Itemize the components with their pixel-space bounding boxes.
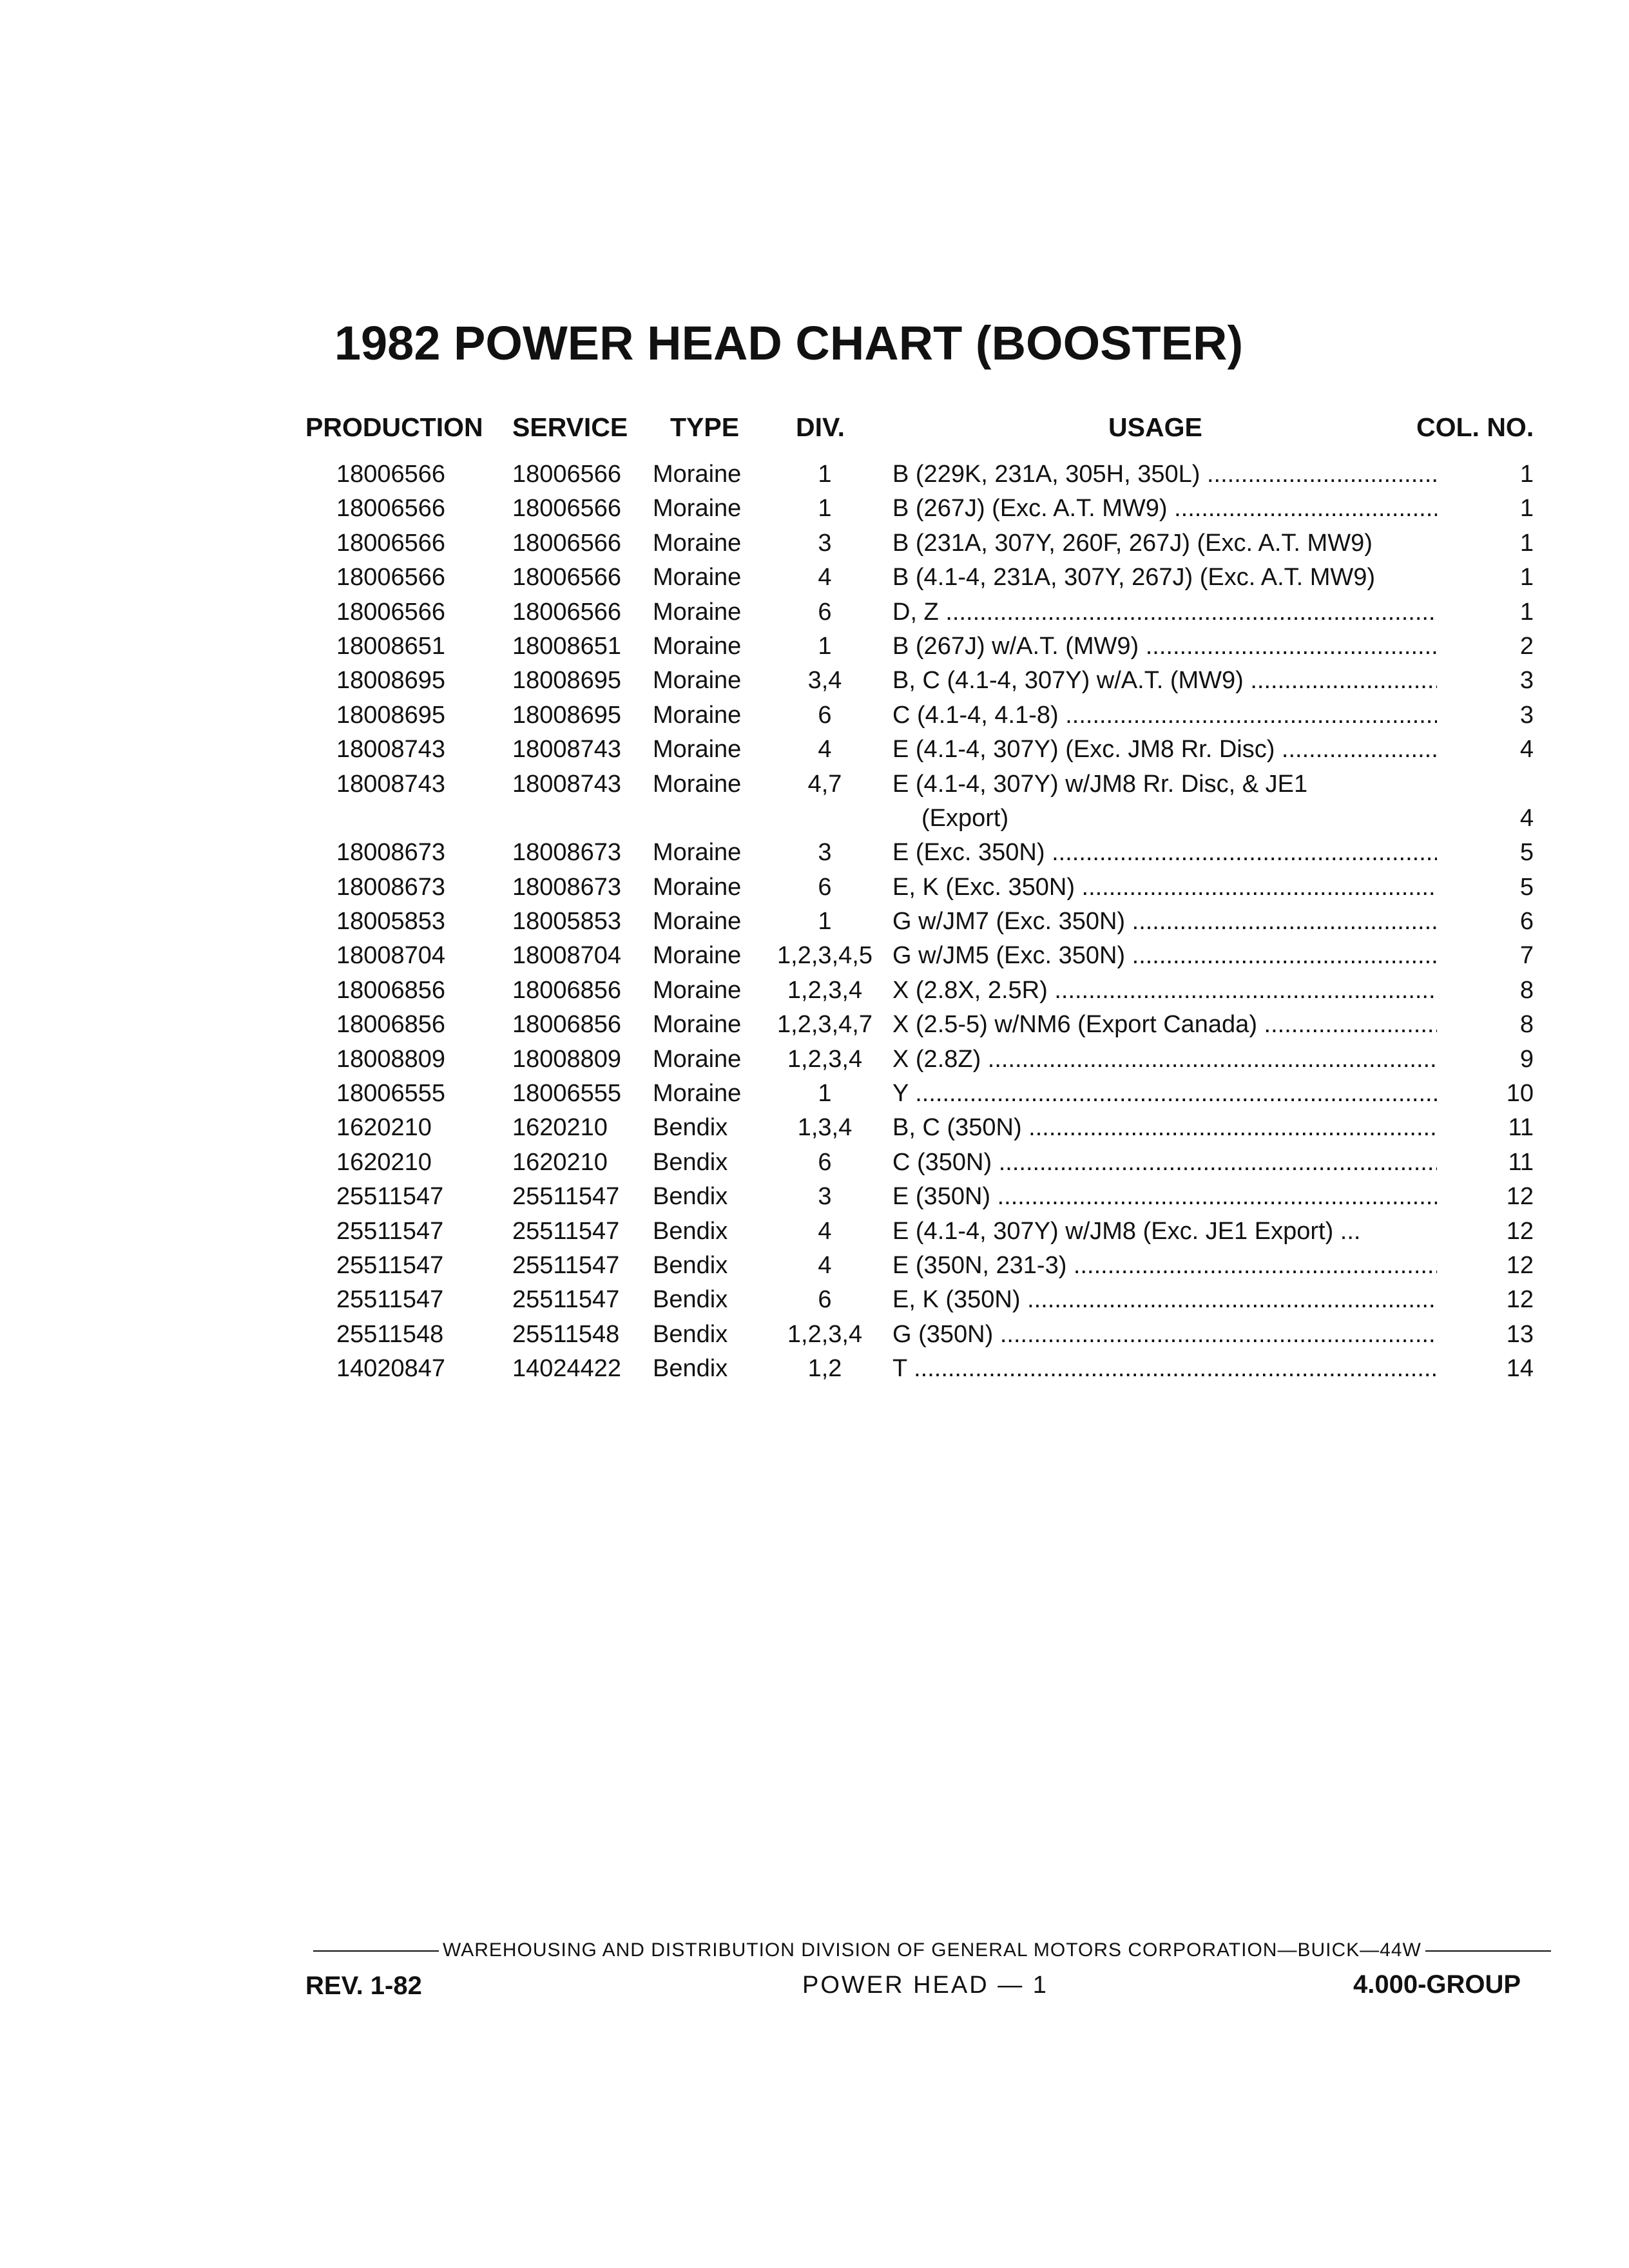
col-no-cell: 4: [1519, 804, 1534, 832]
div-cell: 1,2,3,4: [787, 1320, 863, 1348]
type-cell: Moraine: [653, 461, 742, 488]
type-cell: Moraine: [653, 564, 742, 591]
footer-group-number: 4.000-GROUP: [1353, 1970, 1521, 1999]
production-cell: 14020847: [336, 1355, 446, 1383]
usage-cell: [892, 767, 1437, 836]
col-no-cell: 12: [1506, 1252, 1534, 1279]
table-row: [0, 492, 1629, 526]
service-cell: 18008695: [512, 701, 622, 729]
production-cell: 18006566: [336, 529, 446, 557]
type-cell: Moraine: [653, 873, 742, 901]
usage-cell: [892, 1283, 1437, 1317]
div-cell: 1: [818, 908, 832, 936]
usage-text: C (350N) .....: [892, 1149, 1437, 1176]
production-cell: 18008743: [336, 736, 446, 764]
type-cell: Bendix: [653, 1114, 728, 1142]
div-cell: 4,7: [807, 770, 842, 798]
div-cell: 3: [818, 839, 832, 867]
col-no-cell: 3: [1519, 701, 1534, 729]
production-cell: 18005853: [336, 908, 446, 936]
production-cell: 18008651: [336, 632, 446, 660]
type-cell: Bendix: [653, 1148, 728, 1176]
col-no-cell: 5: [1519, 839, 1534, 867]
table-row: [0, 561, 1629, 595]
service-cell: 25511547: [512, 1183, 620, 1211]
table-row: [0, 595, 1629, 629]
production-cell: 18008743: [336, 770, 446, 798]
col-no-cell: 11: [1508, 1148, 1534, 1176]
type-cell: Moraine: [653, 942, 742, 970]
usage-cell: [892, 698, 1437, 733]
table-row: [0, 836, 1629, 870]
footer-rule-right: [1425, 1950, 1551, 1952]
table-row: [0, 1043, 1629, 1077]
production-cell: 25511548: [336, 1320, 444, 1348]
div-cell: 6: [818, 1286, 832, 1314]
usage-text: G w/JM7 (Exc. 350N) .....: [892, 908, 1437, 935]
usage-cell: [892, 561, 1437, 595]
type-cell: Bendix: [653, 1183, 728, 1211]
header-col-no: COL. NO.: [1416, 412, 1534, 442]
production-cell: 25511547: [336, 1286, 444, 1314]
div-cell: 3: [818, 529, 832, 557]
production-cell: 25511547: [336, 1217, 444, 1245]
div-cell: 6: [818, 701, 832, 729]
header-production: PRODUCTION: [305, 412, 483, 442]
usage-cell: [892, 1077, 1437, 1111]
div-cell: 6: [818, 598, 832, 626]
type-cell: Bendix: [653, 1320, 728, 1348]
col-no-cell: 7: [1519, 942, 1534, 970]
production-cell: 18008809: [336, 1045, 446, 1073]
type-cell: Moraine: [653, 770, 742, 798]
service-cell: 18008651: [512, 632, 622, 660]
table-row: [0, 1077, 1629, 1111]
usage-cell: [892, 457, 1437, 492]
footer-division-line: [309, 1939, 1540, 1961]
production-cell: 25511547: [336, 1183, 444, 1211]
production-cell: 18006566: [336, 598, 446, 626]
production-cell: 18008695: [336, 701, 446, 729]
div-cell: 3: [818, 1183, 832, 1211]
table-row: [0, 457, 1629, 492]
production-cell: 18006566: [336, 564, 446, 591]
div-cell: 6: [818, 1148, 832, 1176]
page-title: 1982 POWER HEAD CHART (BOOSTER): [334, 316, 1244, 370]
usage-cell: [892, 1215, 1437, 1249]
div-cell: 1: [818, 495, 832, 523]
type-cell: Moraine: [653, 1080, 742, 1108]
table-row: [0, 767, 1629, 836]
table-row: [0, 664, 1629, 698]
usage-continuation-text: (Export): [921, 804, 1009, 832]
div-cell: 4: [818, 736, 832, 764]
footer-page-label: POWER HEAD — 1: [802, 1972, 1048, 1999]
service-cell: 1620210: [512, 1114, 608, 1142]
usage-text: X (2.8X, 2.5R) .....: [892, 977, 1437, 1004]
col-no-cell: 1: [1519, 598, 1534, 626]
usage-text: X (2.5-5) w/NM6 (Export Canada) .....: [892, 1011, 1437, 1038]
col-no-cell: 8: [1519, 1011, 1534, 1039]
service-cell: 18006566: [512, 461, 622, 488]
table-row: [0, 1180, 1629, 1214]
type-cell: Moraine: [653, 701, 742, 729]
col-no-cell: 10: [1506, 1080, 1534, 1108]
production-cell: 18008673: [336, 839, 446, 867]
production-cell: 18008673: [336, 873, 446, 901]
production-cell: 18006566: [336, 461, 446, 488]
col-no-cell: 9: [1519, 1045, 1534, 1073]
table-row: [0, 526, 1629, 561]
usage-text: B (231A, 307Y, 260F, 267J) (Exc. A.T. MW9): [892, 529, 1373, 557]
div-cell: 1,2,3,4: [787, 976, 863, 1004]
service-cell: 18008704: [512, 942, 622, 970]
col-no-cell: 8: [1519, 976, 1534, 1004]
usage-text: E (4.1-4, 307Y) w/JM8 Rr. Disc, & JE1: [892, 770, 1308, 798]
table-row: [0, 698, 1629, 733]
type-cell: Moraine: [653, 976, 742, 1004]
service-cell: 18006555: [512, 1080, 622, 1108]
col-no-cell: 11: [1508, 1114, 1534, 1142]
div-cell: 1,2,3,4,5: [777, 942, 872, 970]
usage-text: E (350N) .....: [892, 1183, 1437, 1210]
div-cell: 1: [818, 461, 832, 488]
usage-cell: [892, 1318, 1437, 1352]
usage-cell: [892, 974, 1437, 1008]
production-cell: 25511547: [336, 1252, 444, 1279]
div-cell: 1: [818, 632, 832, 660]
type-cell: Moraine: [653, 598, 742, 626]
table-row: [0, 1008, 1629, 1042]
table-row: [0, 939, 1629, 973]
usage-cell: [892, 836, 1437, 870]
table-row: [0, 1146, 1629, 1180]
col-no-cell: 3: [1519, 667, 1534, 695]
usage-text: E, K (Exc. 350N) .....: [892, 874, 1437, 901]
usage-text: B (4.1-4, 231A, 307Y, 267J) (Exc. A.T. MW9): [892, 564, 1376, 591]
div-cell: 4: [818, 1252, 832, 1279]
table-row: [0, 974, 1629, 1008]
table-row: [0, 629, 1629, 664]
table-row: [0, 1318, 1629, 1352]
usage-text: G (350N) .....: [892, 1321, 1437, 1348]
col-no-cell: 4: [1519, 736, 1534, 764]
header-service: SERVICE: [512, 412, 628, 442]
usage-cell: [892, 664, 1437, 698]
table-row: [0, 905, 1629, 939]
service-cell: 25511547: [512, 1217, 620, 1245]
type-cell: Moraine: [653, 1045, 742, 1073]
type-cell: Moraine: [653, 667, 742, 695]
table-row: [0, 1111, 1629, 1145]
usage-text: B, C (350N) .....: [892, 1114, 1437, 1141]
service-cell: 18008673: [512, 839, 622, 867]
header-usage: USAGE: [1108, 412, 1202, 442]
usage-text: X (2.8Z) .....: [892, 1046, 1437, 1073]
col-no-cell: 1: [1519, 564, 1534, 591]
div-cell: 1,2,3,4,7: [777, 1011, 872, 1039]
service-cell: 18008809: [512, 1045, 622, 1073]
production-cell: 18006856: [336, 976, 446, 1004]
service-cell: 18006566: [512, 598, 622, 626]
service-cell: 18006566: [512, 495, 622, 523]
usage-text: E (4.1-4, 307Y) (Exc. JM8 Rr. Disc) .....: [892, 736, 1437, 763]
service-cell: 25511548: [512, 1320, 620, 1348]
col-no-cell: 12: [1506, 1217, 1534, 1245]
type-cell: Bendix: [653, 1217, 728, 1245]
type-cell: Bendix: [653, 1355, 728, 1383]
usage-text: E, K (350N) .....: [892, 1286, 1437, 1313]
service-cell: 18006566: [512, 529, 622, 557]
production-cell: 18006566: [336, 495, 446, 523]
service-cell: 18008695: [512, 667, 622, 695]
col-no-cell: 13: [1506, 1320, 1534, 1348]
production-cell: 18006856: [336, 1011, 446, 1039]
usage-text: B (229K, 231A, 305H, 350L) .....: [892, 461, 1437, 488]
table-row: [0, 1215, 1629, 1249]
usage-cell: [892, 905, 1437, 939]
usage-cell: [892, 526, 1437, 561]
usage-text: B, C (4.1-4, 307Y) w/A.T. (MW9) .....: [892, 667, 1437, 694]
div-cell: 1: [818, 1080, 832, 1108]
usage-cell: [892, 1111, 1437, 1145]
footer-revision: REV. 1-82: [305, 1972, 422, 2000]
service-cell: 18008673: [512, 873, 622, 901]
header-div: DIV.: [796, 412, 845, 442]
service-cell: 18006856: [512, 976, 622, 1004]
usage-text: T .....: [892, 1355, 1437, 1382]
parts-table: [0, 457, 1629, 1387]
table-row: [0, 1249, 1629, 1283]
usage-cell: [892, 870, 1437, 905]
usage-text: B (267J) (Exc. A.T. MW9) .....: [892, 495, 1437, 522]
div-cell: 6: [818, 873, 832, 901]
footer-division-text: WAREHOUSING AND DISTRIBUTION DIVISION OF GENERAL MOTORS CORPORATION—BUICK—44W: [443, 1939, 1422, 1961]
service-cell: 18006856: [512, 1011, 622, 1039]
service-cell: 18006566: [512, 564, 622, 591]
col-no-cell: 1: [1519, 461, 1534, 488]
usage-cell: [892, 1180, 1437, 1214]
service-cell: 1620210: [512, 1148, 608, 1176]
service-cell: 25511547: [512, 1286, 620, 1314]
usage-cell: [892, 1008, 1437, 1042]
service-cell: 18008743: [512, 770, 622, 798]
production-cell: 1620210: [336, 1148, 432, 1176]
col-no-cell: 2: [1519, 632, 1534, 660]
usage-text: E (4.1-4, 307Y) w/JM8 (Exc. JE1 Export) ...: [892, 1217, 1361, 1245]
col-no-cell: 12: [1506, 1286, 1534, 1314]
div-cell: 1,2,3,4: [787, 1045, 863, 1073]
footer-rule-left: [313, 1950, 439, 1952]
type-cell: Bendix: [653, 1252, 728, 1279]
div-cell: 1,2: [807, 1355, 842, 1383]
production-cell: 18006555: [336, 1080, 446, 1108]
usage-cell: [892, 595, 1437, 629]
usage-cell: [892, 492, 1437, 526]
col-no-cell: 14: [1506, 1355, 1534, 1383]
usage-text: E (350N, 231-3) .....: [892, 1252, 1437, 1279]
table-row: [0, 1283, 1629, 1317]
service-cell: 18008743: [512, 736, 622, 764]
usage-cell: [892, 1352, 1437, 1386]
type-cell: Moraine: [653, 529, 742, 557]
type-cell: Moraine: [653, 1011, 742, 1039]
service-cell: 14024422: [512, 1355, 622, 1383]
table-row: [0, 870, 1629, 905]
production-cell: 1620210: [336, 1114, 432, 1142]
type-cell: Moraine: [653, 839, 742, 867]
usage-text: G w/JM5 (Exc. 350N) .....: [892, 942, 1437, 969]
usage-cell: [892, 939, 1437, 973]
service-cell: 25511547: [512, 1252, 620, 1279]
usage-cell: [892, 1146, 1437, 1180]
usage-text: E (Exc. 350N) .....: [892, 839, 1437, 866]
production-cell: 18008695: [336, 667, 446, 695]
type-cell: Bendix: [653, 1286, 728, 1314]
type-cell: Moraine: [653, 495, 742, 523]
usage-cell: [892, 1043, 1437, 1077]
div-cell: 4: [818, 564, 832, 591]
usage-text: Y .....: [892, 1080, 1437, 1107]
table-row: [0, 733, 1629, 767]
div-cell: 4: [818, 1217, 832, 1245]
usage-text: B (267J) w/A.T. (MW9) .....: [892, 633, 1437, 660]
table-row: [0, 1352, 1629, 1386]
col-no-cell: 1: [1519, 529, 1534, 557]
type-cell: Moraine: [653, 736, 742, 764]
usage-cell: [892, 629, 1437, 664]
col-no-cell: 6: [1519, 908, 1534, 936]
production-cell: 18008704: [336, 942, 446, 970]
col-no-cell: 5: [1519, 873, 1534, 901]
type-cell: Moraine: [653, 632, 742, 660]
usage-text: C (4.1-4, 4.1-8) .....: [892, 702, 1437, 729]
service-cell: 18005853: [512, 908, 622, 936]
usage-cell: [892, 733, 1437, 767]
type-cell: Moraine: [653, 908, 742, 936]
div-cell: 3,4: [807, 667, 842, 695]
header-type: TYPE: [670, 412, 740, 442]
usage-text: D, Z .....: [892, 599, 1437, 626]
col-no-cell: 12: [1506, 1183, 1534, 1211]
div-cell: 1,3,4: [797, 1114, 853, 1142]
col-no-cell: 1: [1519, 495, 1534, 523]
usage-cell: [892, 1249, 1437, 1283]
